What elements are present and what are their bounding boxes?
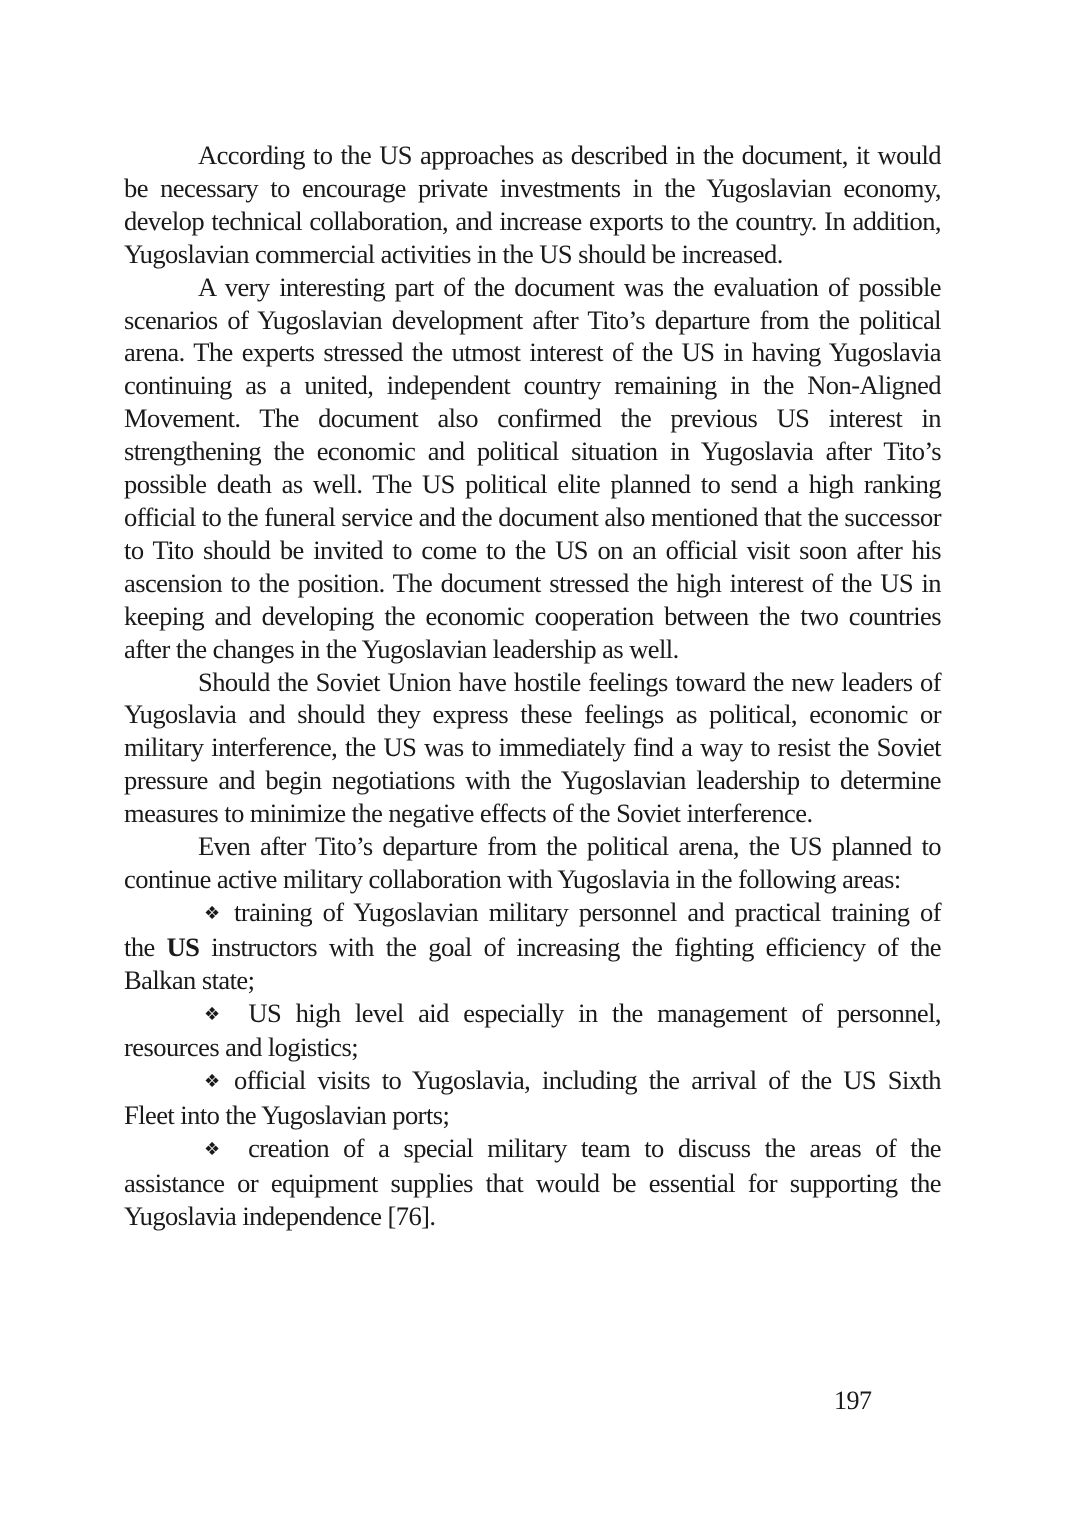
- page-number: 197: [834, 1386, 872, 1415]
- bullet-text: creation of a special military team to discuss the areas of the assistance or equipment supplies that would be essential for supporting the Yugoslavia independence [76].: [124, 1133, 941, 1231]
- bullet-item-aid: [124, 997, 941, 1065]
- page-body: [124, 139, 941, 1233]
- bullet-text: training of Yugoslavian military personnel and practical training of the: [124, 896, 941, 962]
- bullet-text: instructors with the goal of increasing the fighting efficiency of the Balkan state;: [124, 931, 941, 995]
- bullet-text: US high level aid especially in the management of personnel, resources and logistics;: [124, 997, 941, 1063]
- bullet-item-training: [124, 896, 941, 997]
- bullet-item-official-visits: [124, 1064, 941, 1132]
- diamond-bullet-icon: ❖: [204, 1003, 220, 1025]
- paragraph-soviet-hostility: Should the Soviet Union have hostile feelings toward the new leaders of Yugoslavia and should they express these feelings as political, economic or military interference, the US was to immediately find a way to resist the Soviet pressure and begin negotiations with the Yugoslavian leadership to determine measures to minimize the negative effects of the Soviet interference.: [124, 666, 941, 829]
- diamond-bullet-icon: ❖: [204, 1071, 220, 1093]
- paragraph-military-collaboration: Even after Tito’s departure from the political arena, the US planned to continue active military collaboration with Yugoslavia in the following areas:: [124, 831, 941, 894]
- bullet-list: [124, 896, 941, 1233]
- bullet-item-military-team: [124, 1132, 941, 1233]
- diamond-bullet-icon: ❖: [204, 1139, 220, 1161]
- diamond-bullet-icon: ❖: [204, 902, 220, 924]
- paragraph-us-approaches: According to the US approaches as described in the document, it would be necessary to encourage private investments in the Yugoslavian economy, develop technical collaboration, and increase exports to the country. In addition, Yugoslavian commercial activities in the US should be increased.: [124, 140, 941, 269]
- bullet-text-bold: US: [166, 931, 200, 962]
- paragraph-scenarios-after-tito: A very interesting part of the document was the evaluation of possible scenarios of Yugoslavian development after Tito’s departure from the political arena. The experts stressed the utmost interest of the US in having Yugoslavia continuing as a united, independent country remaining in the Non-Aligned Movement. The document also confirmed the previous US interest in strengthening the economic and political situation in Yugoslavia after Tito’s possible death as well. The US political elite planned to send a high ranking official to the funeral service and the document also mentioned that the successor to Tito should be invited to come to the US on an official visit soon after his ascension to the position. The document stressed the high interest of the US in keeping and developing the economic cooperation between the two countries after the changes in the Yugoslavian leadership as well.: [124, 271, 941, 664]
- bullet-text: official visits to Yugoslavia, including the arrival of the US Sixth Fleet into the Yugoslavian ports;: [124, 1065, 941, 1131]
